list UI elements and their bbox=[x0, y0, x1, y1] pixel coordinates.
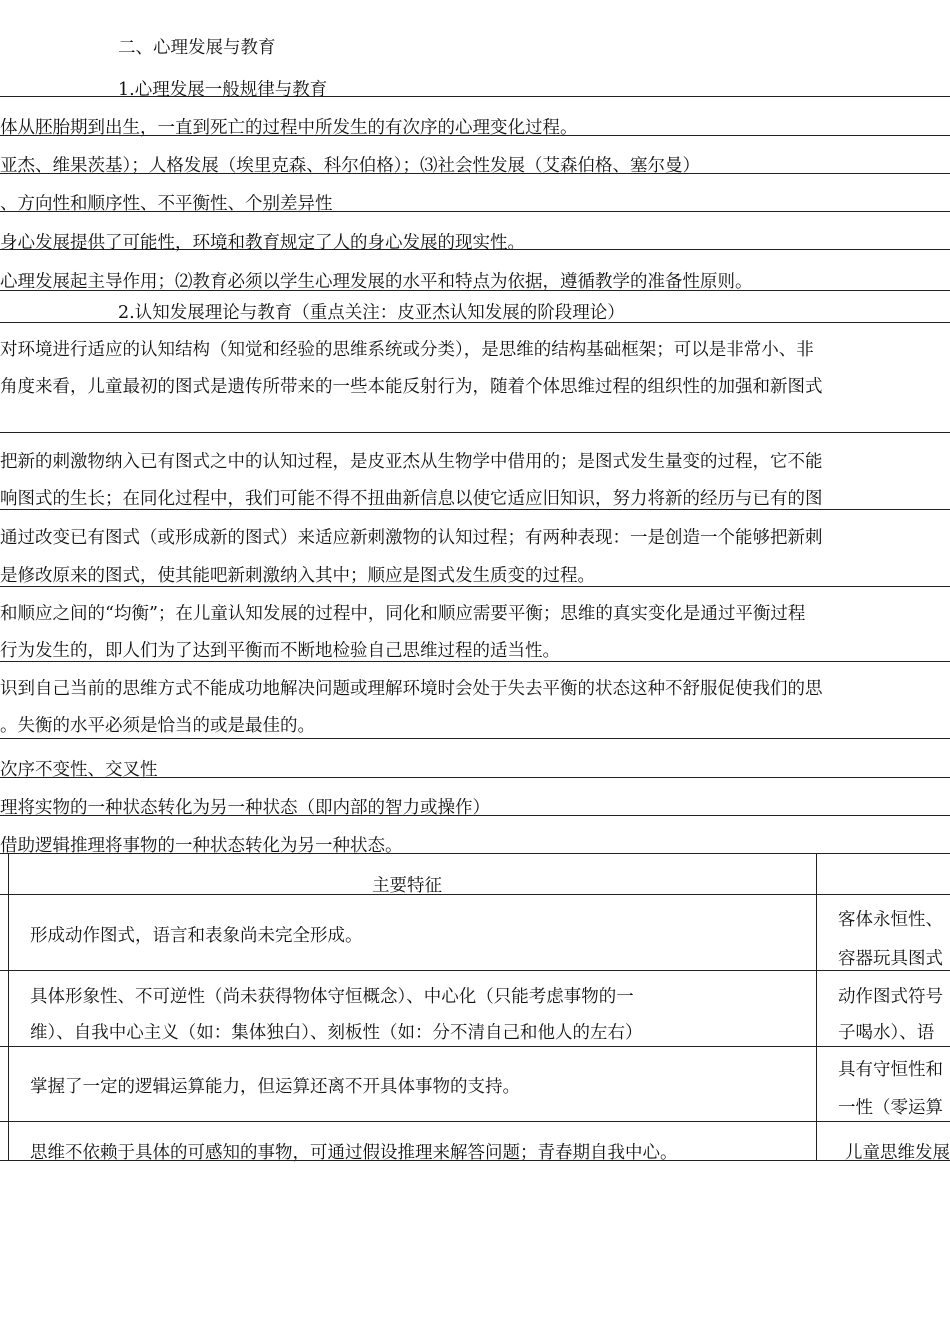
stage-feature-3: 掌握了一定的逻辑运算能力，但运算还离不开具体事物的支持。 bbox=[30, 1077, 520, 1097]
table-border bbox=[0, 509, 950, 510]
table-row: 心理发展起主导作用；⑵教育必须以学生心理发展的水平和特点为依据，遵循教学的准备性原则。 bbox=[0, 272, 753, 292]
table-row: 响图式的生长；在同化过程中，我们可能不得不扭曲新信息以使它适应旧知识，努力将新的经历与已有的图 bbox=[0, 489, 823, 509]
table-row: 亚杰、维果茨基）；人格发展（埃里克森、科尔伯格）；⑶社会性发展（艾森伯格、塞尔曼） bbox=[0, 156, 700, 176]
table-border bbox=[0, 853, 950, 854]
table-border bbox=[0, 96, 950, 97]
table-border bbox=[8, 853, 9, 1160]
table-row: 行为发生的，即人们为了达到平衡而不断地检验自己思维过程的适当性。 bbox=[0, 641, 560, 661]
table-row: 和顺应之间的“均衡”；在儿童认知发展的过程中，同化和顺应需要平衡；思维的真实变化是通过平衡过程 bbox=[0, 604, 806, 624]
table-row: 。失衡的水平必须是恰当的或是最佳的。 bbox=[0, 716, 315, 736]
table-row: 对环境进行适应的认知结构（知觉和经验的思维系统或分类），是思维的结构基础框架；可以是非常小、非 bbox=[0, 340, 814, 360]
subsection-heading-2: 2.认知发展理论与教育（重点关注：皮亚杰认知发展的阶段理论） bbox=[118, 303, 625, 323]
stage-note-3a: 具有守恒性和 bbox=[838, 1060, 943, 1080]
table-row: 识到自己当前的思维方式不能成功地解决问题或理解环境时会处于失去平衡的状态这种不舒服促使我们的思 bbox=[0, 679, 823, 699]
stage-note-2b: 子喝水）、语 bbox=[838, 1023, 935, 1043]
stage-note-1a: 客体永恒性、 bbox=[838, 910, 943, 930]
table-border bbox=[0, 1121, 950, 1122]
table-border bbox=[0, 1046, 950, 1047]
table-row: 理将实物的一种状态转化为另一种状态（即内部的智力或操作） bbox=[0, 798, 490, 818]
table-border bbox=[0, 894, 950, 895]
table-row: 把新的刺激物纳入已有图式之中的认知过程，是皮亚杰从生物学中借用的；是图式发生量变的过程，它不能 bbox=[0, 452, 823, 472]
stage-feature-2b: 维）、自我中心主义（如：集体独白）、刻板性（如：分不清自己和他人的左右） bbox=[30, 1023, 643, 1043]
table-border bbox=[0, 777, 950, 778]
stage-feature-2a: 具体形象性、不可逆性（尚未获得物体守恒概念）、中心化（只能考虑事物的一 bbox=[30, 987, 634, 1007]
table-row: 、方向性和顺序性、不平衡性、个别差异性 bbox=[0, 194, 333, 214]
table-border bbox=[0, 815, 950, 816]
table-border bbox=[0, 586, 950, 587]
table-border bbox=[0, 135, 950, 136]
table-border bbox=[0, 970, 950, 971]
table-row: 是修改原来的图式，使其能吧新刺激纳入其中；顺应是图式发生质变的过程。 bbox=[0, 566, 595, 586]
column-header-main-features: 主要特征 bbox=[372, 876, 442, 896]
table-row: 体从胚胎期到出生，一直到死亡的过程中所发生的有次序的心理变化过程。 bbox=[0, 118, 578, 138]
stage-feature-1: 形成动作图式，语言和表象尚未完全形成。 bbox=[30, 926, 363, 946]
table-border bbox=[0, 249, 950, 250]
table-row: 通过改变已有图式（或形成新的图式）来适应新刺激物的认知过程；有两种表现：一是创造一个能够把新刺 bbox=[0, 528, 823, 548]
table-border bbox=[0, 1160, 950, 1161]
table-border bbox=[0, 322, 950, 323]
table-border bbox=[0, 211, 950, 212]
stage-note-1b: 容器玩具图式 bbox=[838, 949, 943, 969]
table-border bbox=[0, 290, 950, 291]
subsection-heading-1: 1.心理发展一般规律与教育 bbox=[118, 80, 328, 100]
table-border bbox=[0, 173, 950, 174]
table-row: 角度来看，儿童最初的图式是遗传所带来的一些本能反射行为，随着个体思维过程的组织性的加强和新图式 bbox=[0, 377, 823, 397]
stage-note-2a: 动作图式符号 bbox=[838, 987, 943, 1007]
table-row: 次序不变性、交叉性 bbox=[0, 760, 158, 780]
table-border bbox=[0, 738, 950, 739]
table-border bbox=[816, 853, 817, 1160]
table-border bbox=[0, 432, 950, 433]
stage-feature-4: 思维不依赖于具体的可感知的事物，可通过假设推理来解答问题；青春期自我中心。 bbox=[30, 1143, 678, 1163]
stage-note-4: 儿童思维发展 bbox=[845, 1143, 950, 1163]
stage-note-3b: 一性（零运算 bbox=[838, 1098, 943, 1118]
table-row: 借助逻辑推理将事物的一种状态转化为另一种状态。 bbox=[0, 836, 403, 856]
table-row: 身心发展提供了可能性，环境和教育规定了人的身心发展的现实性。 bbox=[0, 233, 525, 253]
section-heading: 二、心理发展与教育 bbox=[118, 38, 276, 58]
table-border bbox=[0, 661, 950, 662]
